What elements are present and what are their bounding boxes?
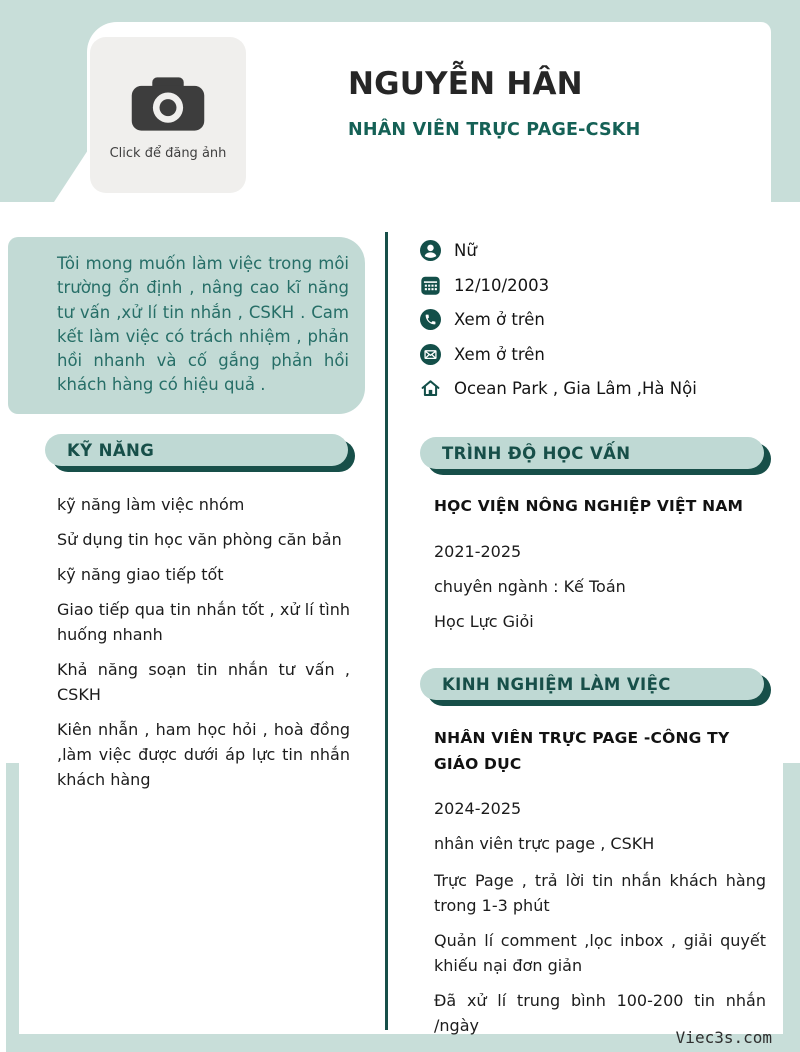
name-heading: NGUYỄN HÂN — [348, 66, 583, 102]
column-divider — [385, 232, 388, 1030]
skills-heading: KỸ NĂNG — [67, 440, 155, 460]
experience-job-title: NHÂN VIÊN TRỰC PAGE -CÔNG TY GIÁO DỤC — [434, 729, 730, 773]
education-grade: Học Lực Giỏi — [434, 611, 534, 631]
experience-years: 2024-2025 — [434, 799, 522, 819]
calendar-icon — [420, 275, 441, 296]
experience-detail: Trực Page , trả lời tin nhắn khách hàng trong 1-3 phút — [434, 871, 766, 916]
gender-value: Nữ — [454, 241, 477, 260]
person-icon — [420, 240, 441, 261]
photo-upload-label: Click để đăng ảnh — [109, 146, 227, 161]
skill-item: Sử dụng tin học văn phòng căn bản — [57, 530, 342, 549]
info-row-gender — [420, 240, 770, 261]
home-icon — [420, 378, 441, 399]
info-row-address — [420, 378, 770, 399]
job-title: NHÂN VIÊN TRỰC PAGE-CSKH — [348, 120, 641, 140]
left-border-strip — [6, 763, 19, 1052]
education-block — [434, 494, 766, 646]
phone-value: Xem ở trên — [454, 310, 545, 329]
info-row-birthdate — [420, 275, 770, 296]
experience-detail: Quản lí comment ,lọc inbox , giải quyết khiếu nại đơn giản — [434, 931, 766, 976]
experience-section-header — [420, 668, 764, 700]
photo-upload-box[interactable] — [90, 37, 246, 193]
email-value: Xem ở trên — [454, 344, 545, 364]
school-name: HỌC VIỆN NÔNG NGHIỆP VIỆT NAM — [434, 497, 744, 515]
education-major: chuyên ngành : Kế Toán — [434, 576, 626, 596]
experience-role: nhân viên trực page , CSKH — [434, 834, 655, 854]
education-heading: TRÌNH ĐỘ HỌC VẤN — [442, 443, 631, 463]
summary-text: Tôi mong muốn làm việc trong môi trường ổn định , nâng cao kĩ năng tư vấn ,xử lí tin nhắn , CSKH . Cam kết làm việc có trách nhiệm , phản hồi nhanh và cố gắng phản hồi khách hàng có hiệu quả . — [57, 254, 349, 395]
mail-icon — [420, 344, 441, 365]
address-value: Ocean Park , Gia Lâm ,Hà Nội — [454, 379, 697, 398]
education-section-header — [420, 437, 764, 469]
info-row-email — [420, 344, 770, 365]
camera-icon — [129, 75, 207, 137]
education-years: 2021-2025 — [434, 541, 522, 561]
skill-item: Kiên nhẫn , ham học hỏi , hoà đồng ,làm việc được dưới áp lực tin nhắn khách hàng — [57, 720, 350, 789]
personal-info-list — [420, 240, 770, 413]
skills-list — [57, 492, 350, 802]
experience-detail: Đã xử lí trung bình 100-200 tin nhắn /ngày — [434, 991, 766, 1036]
skills-section-header — [45, 434, 348, 466]
skill-item: Giao tiếp qua tin nhắn tốt , xử lí tình huống nhanh — [57, 600, 350, 644]
summary-box — [8, 237, 365, 414]
right-border-strip — [783, 763, 800, 1052]
info-row-phone — [420, 309, 770, 330]
experience-details — [434, 868, 766, 1038]
skill-item: kỹ năng giao tiếp tốt — [57, 565, 224, 584]
experience-heading: KINH NGHIỆM LÀM VIỆC — [442, 674, 671, 694]
site-watermark: Viec3s.com — [675, 1028, 772, 1047]
skill-item: Khả năng soạn tin nhắn tư vấn , CSKH — [57, 660, 350, 704]
phone-icon — [420, 309, 441, 330]
experience-block — [434, 726, 766, 1048]
skill-item: kỹ năng làm việc nhóm — [57, 495, 245, 514]
birthdate-value: 12/10/2003 — [454, 275, 550, 295]
